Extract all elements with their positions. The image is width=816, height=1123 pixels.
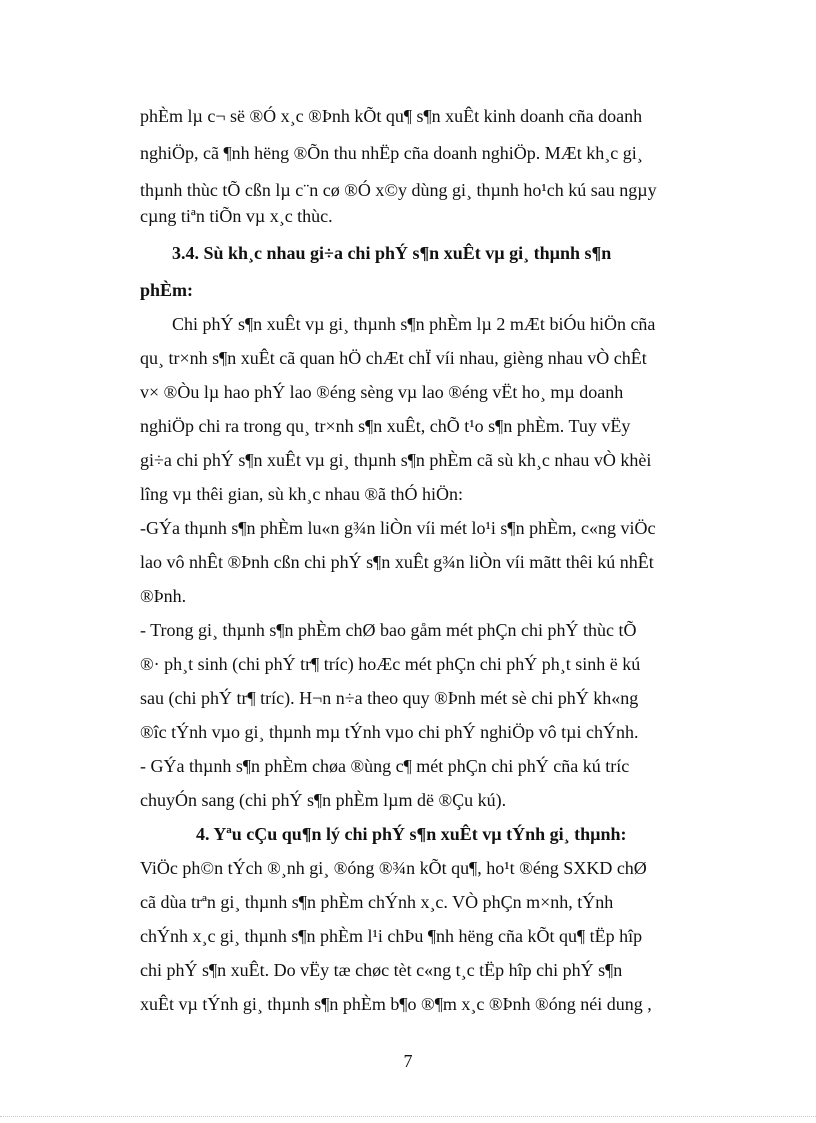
bullet-line: -GÝa thµnh s¶n phÈm lu«n g¾n liÒn víi mét lo¹i s¶n phÈm, c«ng viÖc bbox=[140, 518, 656, 538]
body-text-line: v× ®Òu lµ hao phÝ lao ®éng sèng vµ lao ®éng vËt ho¸ mµ doanh bbox=[140, 382, 624, 402]
page-number: 7 bbox=[403, 1051, 413, 1071]
body-text-line: gi÷a chi phÝ s¶n xuÊt vµ gi¸ thµnh s¶n phÈm cã sù kh¸c nhau vÒ khèi bbox=[140, 450, 652, 470]
section-heading-3-4: 3.4. Sù kh¸c nhau gi÷a chi phÝ s¶n xuÊt vµ gi¸ thµnh s¶n bbox=[172, 243, 612, 263]
section-heading-3-4-continued: phÈm: bbox=[140, 280, 194, 300]
body-text-line: sau (chi phÝ tr¶ tríc). H¬n n÷a theo quy ®Þnh mét sè chi phÝ kh«ng bbox=[140, 688, 639, 708]
body-text-line: qu¸ tr×nh s¶n xuÊt cã quan hÖ chÆt chÏ víi nhau, gièng nhau vÒ chÊt bbox=[140, 348, 647, 368]
body-text-line: chi phÝ s¶n xuÊt. Do vËy tæ chøc tèt c«ng t¸c tËp hîp chi phÝ s¶n bbox=[140, 960, 623, 980]
body-text-line: nghiÖp chi ra trong qu¸ tr×nh s¶n xuÊt, chÕ t¹o s¶n phÈm. Tuy vËy bbox=[140, 416, 631, 436]
body-text-line: cã dùa trªn gi¸ thµnh s¶n phÈm chÝnh x¸c. VÒ phÇn m×nh, tÝnh bbox=[140, 892, 614, 912]
body-text-line: thµnh thùc tÕ cßn lµ c¨n cø ®Ó x©y dùng gi¸ thµnh ho¹ch kú sau ngµy bbox=[140, 180, 657, 200]
body-text-line: ViÖc ph©n tÝch ®¸nh gi¸ ®óng ®¾n kÕt qu¶, ho¹t ®éng SXKD chØ bbox=[140, 858, 647, 878]
body-text-line: chuyÓn sang (chi phÝ s¶n phÈm lµm dë ®Çu kú). bbox=[140, 790, 507, 810]
body-text-line: phÈm lµ c¬ së ®Ó x¸c ®Þnh kÕt qu¶ s¶n xuÊt kinh doanh cña doanh bbox=[140, 106, 643, 126]
body-text-line: nghiÖp, cã ¶nh hëng ®Õn thu nhËp cña doanh nghiÖp. MÆt kh¸c gi¸ bbox=[140, 143, 643, 163]
page-bottom-border bbox=[0, 1116, 816, 1117]
section-heading-4: 4. Yªu cÇu qu¶n lý chi phÝ s¶n xuÊt vµ tÝnh gi¸ thµnh: bbox=[196, 824, 627, 844]
body-text-line: xuÊt vµ tÝnh gi¸ thµnh s¶n phÈm b¶o ®¶m x¸c ®Þnh ®óng néi dung , bbox=[140, 994, 652, 1014]
bullet-line: - GÝa thµnh s¶n phÈm chøa ®ùng c¶ mét phÇn chi phÝ cña kú tríc bbox=[140, 756, 630, 776]
body-text-line: ®îc tÝnh vµo gi¸ thµnh mµ tÝnh vµo chi phÝ nghiÖp vô tµi chÝnh. bbox=[140, 722, 639, 742]
body-text-line: chÝnh x¸c gi¸ thµnh s¶n phÈm l¹i chÞu ¶nh hëng cña kÕt qu¶ tËp hîp bbox=[140, 926, 643, 946]
body-text-line: lao vô nhÊt ®Þnh cßn chi phÝ s¶n xuÊt g¾n liÒn víi mãtt thêi kú nhÊt bbox=[140, 552, 654, 572]
body-text-line: Chi phÝ s¶n xuÊt vµ gi¸ thµnh s¶n phÈm lµ 2 mÆt biÓu hiÖn cña bbox=[172, 314, 656, 334]
body-text-line: ®Þnh. bbox=[140, 586, 187, 606]
body-text-line: lîng vµ thêi gian, sù kh¸c nhau ®ã thÓ hiÖn: bbox=[140, 484, 463, 504]
body-text-line: cµng tiªn tiÕn vµ x¸c thùc. bbox=[140, 206, 333, 226]
bullet-line: - Trong gi¸ thµnh s¶n phÈm chØ bao gåm mét phÇn chi phÝ thùc tÕ bbox=[140, 620, 637, 640]
body-text-line: ®· ph¸t sinh (chi phÝ tr¶ tríc) hoÆc mét phÇn chi phÝ ph¸t sinh ë kú bbox=[140, 654, 641, 674]
